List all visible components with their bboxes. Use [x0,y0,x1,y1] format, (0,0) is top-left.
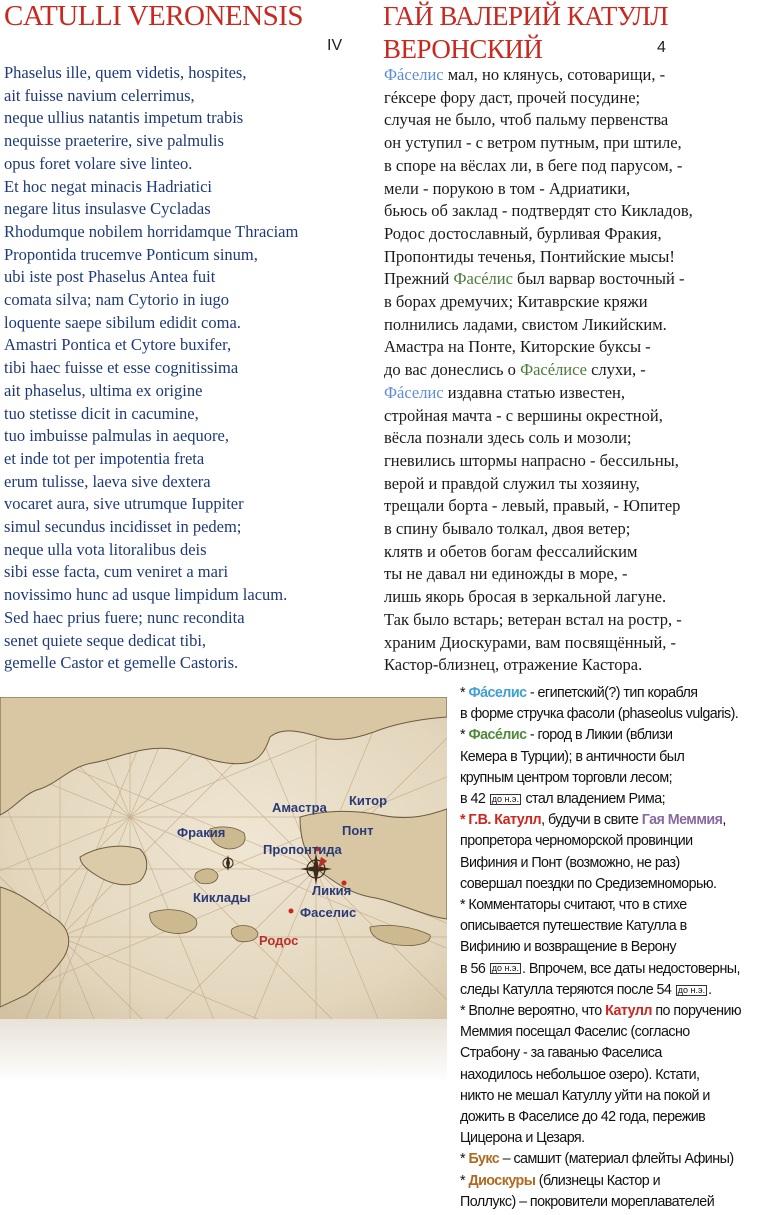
map-label-kitor: Китор [349,793,388,808]
footnote-line: совершал поездки по Средиземноморью. [460,875,717,892]
russian-verse-line: до вас донеслись о Фасéлисе слухи, - [384,360,646,380]
latin-verse-line: nequisse praeterire, sive palmulis [4,131,224,151]
latin-verse-line: senet quiete seque dedicat tibi, [4,630,207,650]
latin-verse-line: loquente saepe sibilum edidit coma. [4,312,241,332]
russian-verse-line: он уступил - с ветром путным, при штиле, [384,133,682,153]
map-label-pont: Понт [342,823,374,838]
latin-verse-line: Amastri Pontica et Cytore buxifer, [4,335,232,355]
footnote-line: Вифиния и Понт (возможно, не раз) [460,854,680,871]
footnote-line: в форме стручка фасоли (phaseolus vulgaris). [460,706,739,723]
russian-verse-line: Кастор-близнец, отражение Кастора. [384,655,643,675]
footnote-line: Цицерона и Цезаря. [460,1130,585,1147]
latin-verse-line: tibi haec fuisse et esse cognitissima [4,358,239,378]
footnote-line: крупным центром торговли лесом; [460,769,673,786]
russian-verse-line: Пропонтиды теченья, Понтийские мысы! [384,246,675,266]
russian-title: ГАЙ ВАЛЕРИЙ КАТУЛЛ ВЕРОНСКИЙ [383,1,669,64]
map-label-rodos: Родос [259,933,299,948]
russian-verse-line: в споре на вёслах ли, в беге под парусом, - [384,155,683,175]
latin-verse-line: simul secundus incidisset in pedem; [4,517,242,537]
era-abbreviation-icon: до н.э. [491,963,520,974]
map-label-propontida: Пропонтида [263,842,342,857]
footnotes [460,683,782,1213]
latin-verse-line: novissimo hunc ad usque limpidum lacum. [4,585,288,605]
russian-poem-number: 4 [657,39,666,56]
footnote-line: в 42 до н.э. стал владением Рима; [460,791,666,808]
latin-verse-line: ait phaselus, ultima ex origine [4,380,203,400]
latin-poem-number: IV [327,37,343,54]
russian-verse-line: храним Диоскурами, вам посвящённый, - [384,632,677,652]
russian-verse-line: Прежний Фасéлис был варвар восточный - [384,269,685,289]
latin-poem [4,62,376,675]
russian-verse-line: полнились ладами, свистом Ликийским. [384,314,667,334]
russian-verse-line: Родос достославный, бурливая Фракия, [384,223,662,243]
footnote-line: в 56 до н.э. . Впрочем, все даты недостоверны, [460,960,740,977]
map-label-faselis: Фаселис [300,905,357,920]
footnote-line: Вифинию и возвращение в Верону [460,939,676,956]
footnote-line: никто не мешал Катуллу уйти на покой и [460,1087,710,1104]
footnote-line: * Фасéлис - город в Ликии (вблизи [460,727,673,744]
latin-verse-line: ait fuisse navium celerrimus, [4,85,195,105]
footnote-line: * Диоскуры (близнецы Кастор и [460,1172,661,1189]
footnote-line: Кемера в Турции); в античности был [460,748,685,765]
latin-verse-line: opus foret volare sive linteo. [4,153,193,173]
footnote-line: Страбону - за гаванью Фаселиса [460,1045,662,1062]
highlighted-word: Фáселис [384,65,444,84]
latin-verse-line: Et hoc negat minacis Hadriatici [4,176,213,196]
footnote-line: * Комментаторы считают, что в стихе [460,897,687,914]
highlighted-word: Фáселис [384,382,444,402]
footnote-line: дожить в Фаселисе до 42 года, пережив [460,1109,706,1126]
latin-verse-line: negare litus insulasve Cycladas [4,199,211,219]
latin-verse-line: comata silva; nam Cytorio in iugo [4,290,230,310]
russian-verse-line: ты не давал ни единожды в море, - [384,564,628,584]
latin-verse-line: tuo stetisse dicit in cacumine, [4,403,199,423]
footnote-line: Поллукс) – покровители мореплавателей [460,1193,715,1210]
latin-verse-line: sibi esse facta, cum veniret a mari [4,562,229,582]
latin-title: CATULLI VERONENSIS [4,0,303,32]
map-illustration [0,697,447,1019]
footnote-line: * Фáселис - египетский(?) тип корабля [460,685,698,701]
latin-verse-line: Rhodumque nobilem horridamque Thraciam [4,221,299,241]
latin-verse-line: neque ulla vota litoralibus deis [4,539,207,559]
latin-verse-line: ubi iste post Phaselus Antea fuit [4,267,216,287]
map-label-kiklady: Киклады [193,890,251,905]
footnote-line: находилось небольшое озеро). Кстати, [460,1066,700,1083]
russian-verse-line: лишь якорь бросая в зеркальной лагуне. [384,587,667,607]
russian-verse-line: трещали борта - левый, правый, - Юпитер [384,496,681,516]
latin-verse-line: Phaselus ille, quem videtis, hospites, [4,63,247,82]
russian-verse-line: в спину бывало толкал, двоя ветер; [384,519,631,539]
latin-verse-line: gemelle Castor et gemelle Castoris. [4,653,239,673]
russian-verse-line: Фáселис мал, но клянусь, сотоварищи, - [384,65,666,84]
era-abbreviation-icon: до н.э. [677,984,706,995]
highlighted-word: Фасéлис [453,269,513,289]
russian-verse-line: вёсла познали здесь соль и мозоли; [384,428,632,448]
footnote-line: описывается путешествие Катулла в [460,918,687,935]
footnote-line: * Букс – самшит (материал флейты Афины) [460,1151,734,1168]
russian-verse-line: Так было встарь; ветеран встал на ростр, - [384,609,682,629]
russian-verse-line: в борах дремучих; Китаврские кряжи [384,292,648,312]
footnote-line: * Г.В. Катулл, будучи в свите Гая Меммия, [460,812,726,829]
highlighted-word: Фасéлисе [520,360,587,380]
russian-verse-line: гéксере фору даст, прочей посудине; [384,87,641,107]
map-label-likia: Ликия [312,883,352,898]
russian-verse-line: стройная мачта - с вершины окрестной, [384,405,663,425]
latin-verse-line: et inde tot per impotentia freta [4,448,205,468]
footnote-line: Меммия посещал Фаселис (согласно [460,1024,690,1041]
era-abbreviation-icon: до н.э. [491,793,520,804]
map-fade [0,1019,447,1083]
latin-verse-line: Sed haec prius fuere; nunc recondita [4,607,245,627]
russian-verse-line: случая не было, чтоб пальму первенства [384,110,669,130]
footnote-line: * Вполне вероятно, что Катулл по поручению [460,1003,742,1020]
russian-verse-line: мели - порукою в том - Адриатики, [384,178,631,198]
footnote-line: следы Катулла теряются после 54 до н.э. . [460,981,712,998]
russian-poem [384,64,779,677]
latin-verse-line: Propontida trucemve Ponticum sinum, [4,244,258,264]
latin-verse-line: neque ullius natantis impetum trabis [4,108,244,128]
latin-verse-line: tuo imbuisse palmulas in aequore, [4,426,229,446]
latin-verse-line: erum tulisse, laeva sive dextera [4,471,211,491]
russian-verse-line: Фáселис издавна статью известен, [384,382,625,402]
map-label-amastra: Амастра [272,800,327,815]
latin-verse-line: vocaret aura, sive utrumque Iuppiter [4,494,244,514]
russian-verse-line: бьюсь об заклад - подтвердят сто Кикладов, [384,201,693,221]
russian-verse-line: гневились штормы напрасно - бессильны, [384,450,679,470]
sea-chart-map [0,697,447,1019]
map-label-frakia: Фракия [177,825,226,840]
footnote-line: пропретора черноморской провинции [460,833,693,850]
russian-verse-line: Амастра на Понте, Киторские буксы - [384,337,651,357]
russian-verse-line: верой и правдой служил ты хозяину, [384,473,640,493]
russian-verse-line: клятв и обетов богам фессалийским [384,541,638,561]
